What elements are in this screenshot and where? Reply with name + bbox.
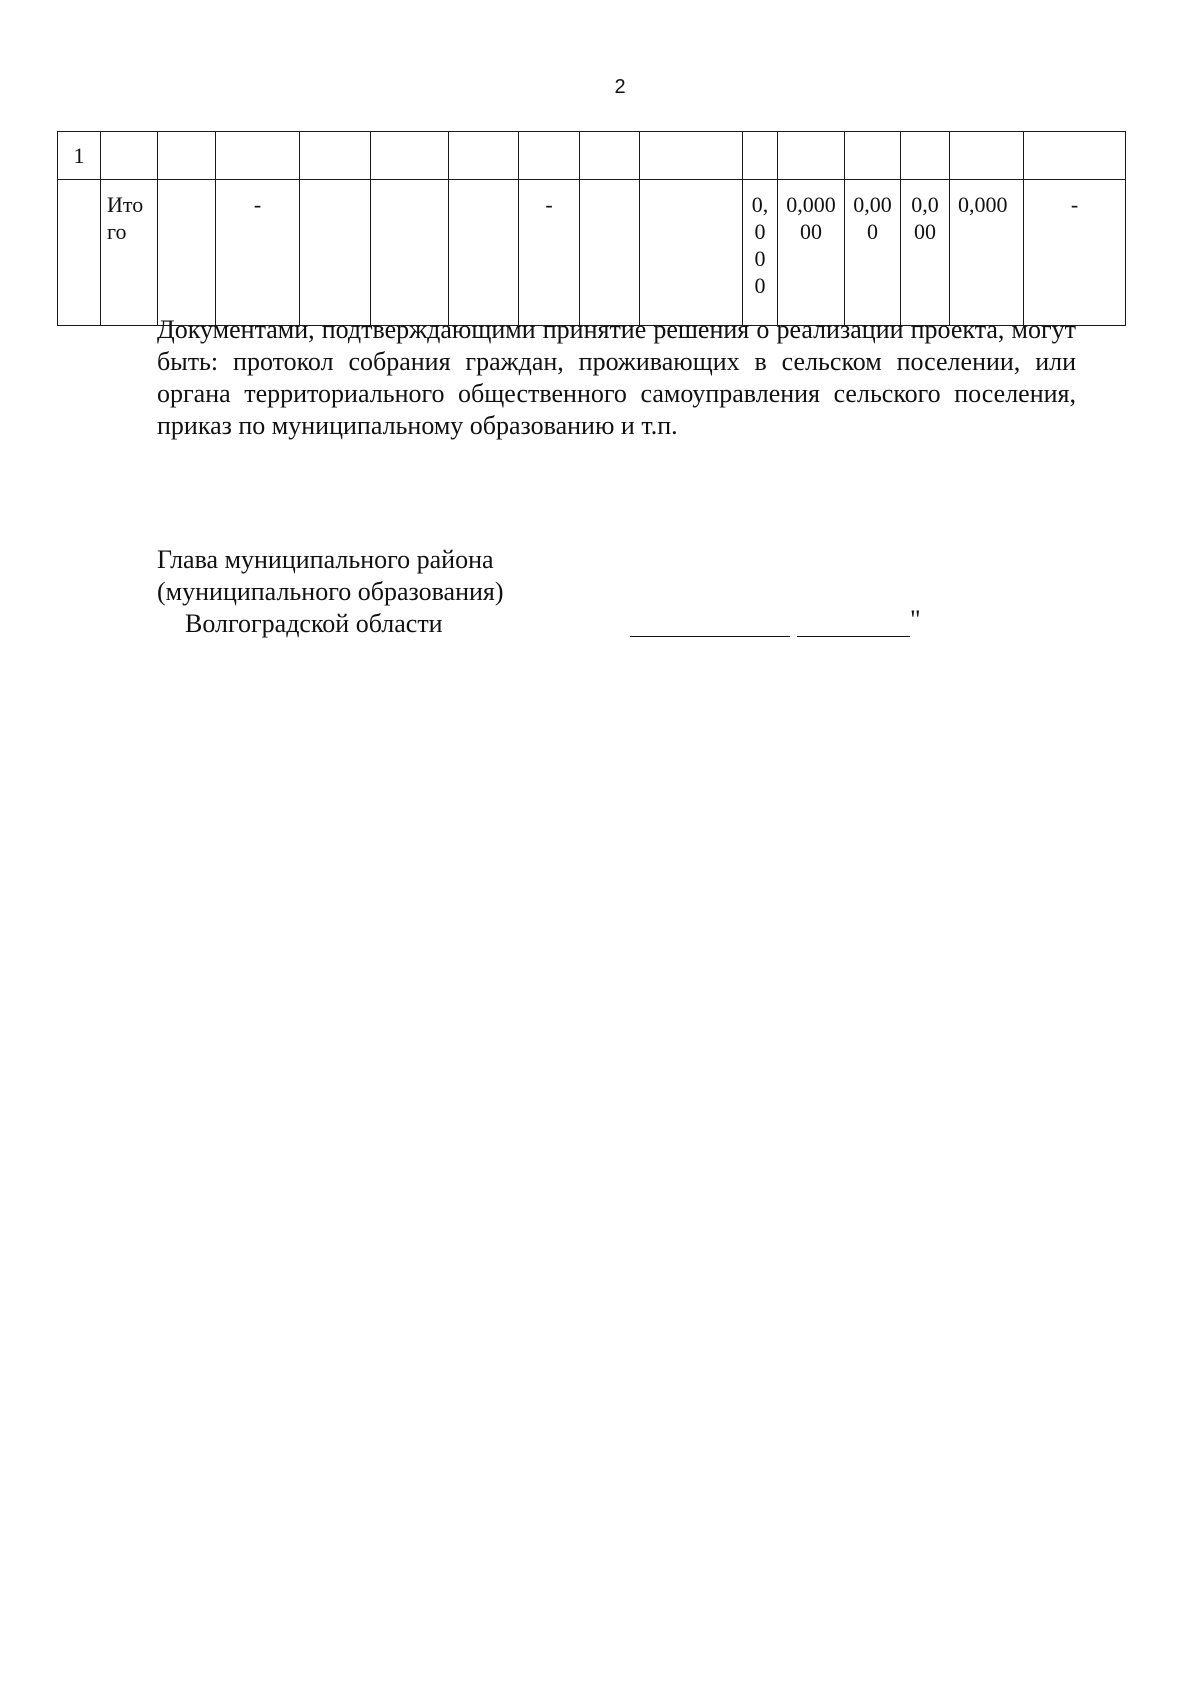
table-cell: 1 (58, 132, 101, 180)
table-cell (449, 180, 519, 326)
table-cell (216, 132, 300, 180)
table-cell (58, 180, 101, 326)
table-cell (845, 132, 901, 180)
table-cell: 0,00 0 (845, 180, 901, 326)
table-cell (640, 132, 743, 180)
table-cell (743, 132, 778, 180)
summary-table (57, 131, 1126, 326)
table-cell (101, 132, 158, 180)
table-cell: - (1024, 180, 1126, 326)
table-cell: 0,000 00 (778, 180, 845, 326)
signature-line-3: Волгоградской области (185, 609, 443, 638)
name-underline (797, 636, 910, 637)
table-cell (371, 180, 449, 326)
table-cell (640, 180, 743, 326)
table-cell (901, 132, 950, 180)
table-total-row (58, 180, 1126, 326)
table-cell (1024, 132, 1126, 180)
signature-block (157, 544, 504, 640)
signature-line-2: (муниципального образования) (157, 577, 504, 606)
table-cell (778, 132, 845, 180)
table-cell (300, 180, 371, 326)
table-cell: 0,0 00 (901, 180, 950, 326)
table-cell (158, 180, 216, 326)
signature-line-1: Глава муниципального района (157, 545, 494, 574)
table-cell: 0,000 (950, 180, 1024, 326)
table-cell (580, 180, 640, 326)
closing-quote: " (910, 605, 921, 634)
table-header-row (58, 132, 1126, 180)
table-cell (580, 132, 640, 180)
total-label: Ито го (101, 180, 158, 326)
table-cell (300, 132, 371, 180)
note-paragraph: Документами, подтверждающими принятие решения о реализации проекта, могут быть: протокол собрания граждан, проживающих в сельском поселении, или органа территориального общественного самоуправления сельского поселения, приказ по муниципальному образованию и т.п. (157, 315, 1076, 440)
table-cell (519, 132, 580, 180)
table-cell: - (519, 180, 580, 326)
page-number: 2 (614, 76, 626, 98)
table-cell (950, 132, 1024, 180)
table-cell (371, 132, 449, 180)
table-cell (158, 132, 216, 180)
table-cell: 0, 0 0 0 (743, 180, 778, 326)
table-cell (449, 132, 519, 180)
signature-underline (630, 636, 790, 637)
table-cell: - (216, 180, 300, 326)
signature-lines (630, 609, 1030, 637)
